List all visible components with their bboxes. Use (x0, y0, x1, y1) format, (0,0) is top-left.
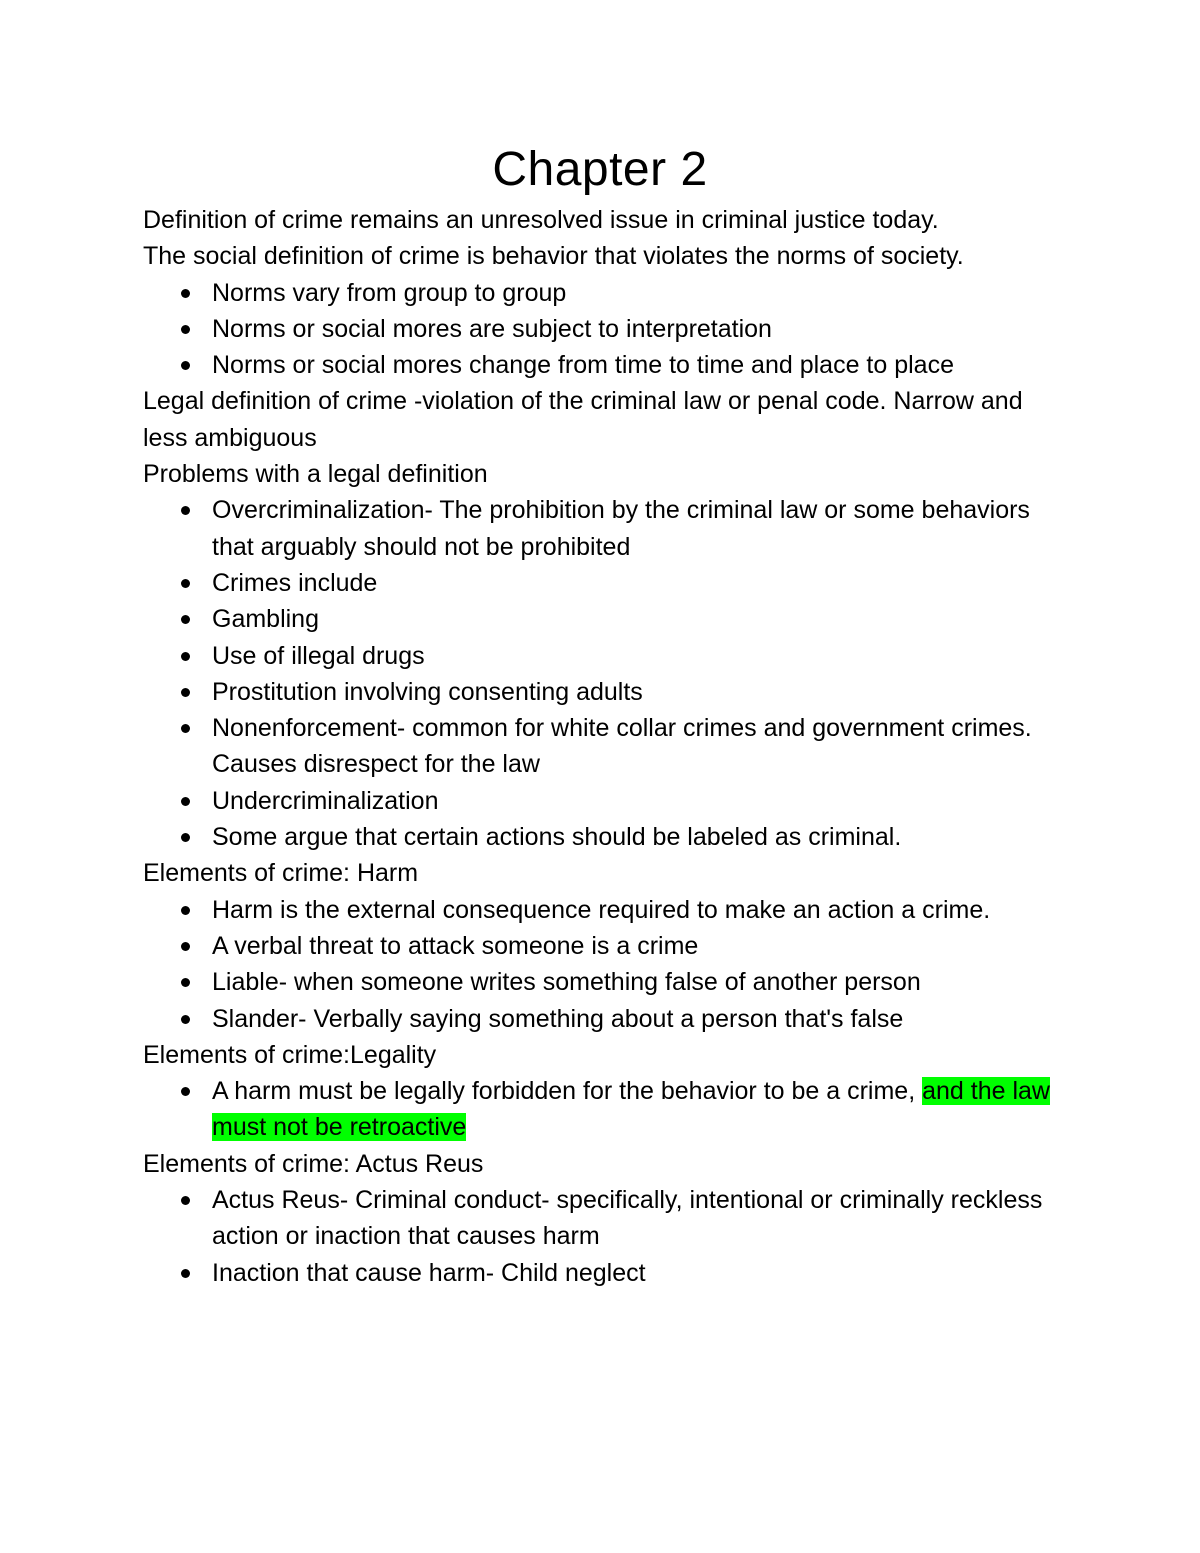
bullet-icon (181, 652, 190, 661)
list-item: Norms vary from group to group (143, 275, 1073, 311)
actus-list (143, 1182, 1073, 1291)
list-item: Harm is the external consequence required to make an action a crime. (143, 892, 1073, 928)
highlighted-text: and the law must not be retroactive (212, 1077, 1050, 1142)
bullet-icon (181, 906, 190, 915)
bullet-icon (181, 1015, 190, 1024)
list-item: Some argue that certain actions should be labeled as criminal. (143, 819, 1073, 855)
harm-list (143, 892, 1073, 1037)
actus-heading: Elements of crime: Actus Reus (143, 1149, 484, 1178)
bullet-icon (181, 797, 190, 806)
list-item: Nonenforcement- common for white collar crimes and government crimes. Causes disrespect for the law (143, 710, 1073, 783)
list-item: Undercriminalization (143, 783, 1073, 819)
bullet-icon (181, 579, 190, 588)
bullet-icon (181, 1196, 190, 1205)
legal-definition: Legal definition of crime -violation of the criminal law or penal code. Narrow and less ambiguous (143, 387, 1023, 452)
social-norms-list (143, 275, 1073, 384)
list-item: Crimes include (143, 565, 1073, 601)
list-item: Actus Reus- Criminal conduct- specifically, intentional or criminally reckless action or inaction that causes harm (143, 1182, 1073, 1255)
intro-line-1: Definition of crime remains an unresolved issue in criminal justice today. (143, 206, 939, 234)
bullet-icon (181, 942, 190, 951)
list-item: Prostitution involving consenting adults (143, 674, 1073, 710)
bullet-icon (181, 615, 190, 624)
bullet-icon (181, 361, 190, 370)
bullet-icon (181, 1087, 190, 1096)
problems-list (143, 492, 1073, 855)
intro-line-2: The social definition of crime is behavior that violates the norms of society. (143, 242, 964, 271)
bullet-icon (181, 506, 190, 515)
list-item: Liable- when someone writes something false of another person (143, 964, 1073, 1000)
bullet-icon (181, 724, 190, 733)
list-item: A verbal threat to attack someone is a crime (143, 928, 1073, 964)
list-item: Slander- Verbally saying something about a person that's false (143, 1001, 1073, 1037)
list-item: Norms or social mores are subject to interpretation (143, 311, 1073, 347)
problems-heading: Problems with a legal definition (143, 460, 488, 489)
bullet-icon (181, 325, 190, 334)
page-title: Chapter 2 (492, 143, 708, 196)
list-item: Overcriminalization- The prohibition by the criminal law or some behaviors that arguably should not be prohibited (143, 492, 1073, 565)
bullet-icon (181, 688, 190, 697)
bullet-icon (181, 289, 190, 298)
bullet-icon (181, 1269, 190, 1278)
document-page (143, 138, 1073, 1291)
legality-text: A harm must be legally forbidden for the behavior to be a crime, (212, 1077, 923, 1106)
harm-heading: Elements of crime: Harm (143, 859, 419, 888)
list-item: Use of illegal drugs (143, 638, 1073, 674)
bullet-icon (181, 833, 190, 842)
list-item: Inaction that cause harm- Child neglect (143, 1255, 1073, 1291)
list-item (143, 1073, 1073, 1146)
list-item: Norms or social mores change from time to time and place to place (143, 347, 1073, 383)
legality-heading: Elements of crime:Legality (143, 1040, 437, 1069)
bullet-icon (181, 978, 190, 987)
legality-list (143, 1073, 1073, 1146)
list-item: Gambling (143, 601, 1073, 637)
